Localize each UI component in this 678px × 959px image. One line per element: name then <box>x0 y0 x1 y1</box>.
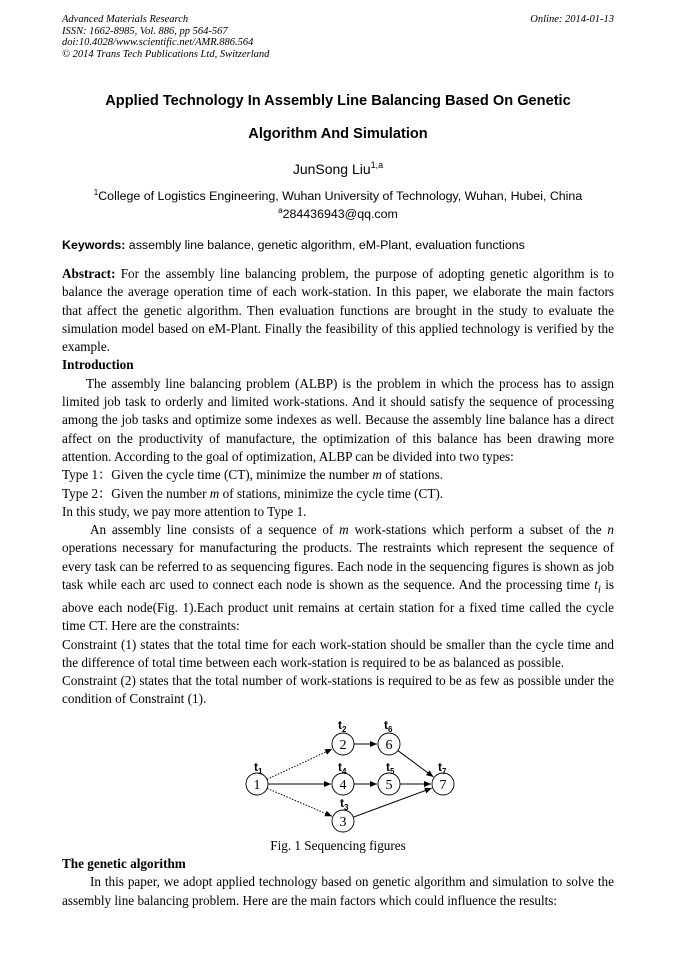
p2-text-b: work-stations which perform a subset of the <box>348 522 608 538</box>
time-label-5: $t_5$ <box>386 760 395 776</box>
time-label-4: $t_4$ <box>338 760 347 776</box>
type-1-text-b: of stations. <box>381 467 444 483</box>
study-line: In this study, we pay more attention to Type 1. <box>62 503 307 519</box>
type-2-var: m <box>209 485 220 501</box>
constraint-1: Constraint (1) states that the total time for each work-station should be smaller than the cycle time and the difference of total time between each work-station is required to be as balanced as possible. <box>62 636 614 670</box>
time-label-3: $t_3$ <box>340 796 349 812</box>
genetic-section <box>62 855 614 910</box>
p2-text-d: is above each node(Fig. 1).Each product unit remains at certain station for a fixed time called the cycle time CT. Here are the constraints: <box>62 577 615 634</box>
email <box>62 206 614 221</box>
p2-text-c: operations necessary for manufacturing the products. The restraints which represent the sequence of every task can be referred to as sequencing figures. Each node in the sequencing figures is shown as job task while each arc used to connect each node is shown as the sequence. And the processing time <box>62 540 614 593</box>
copyright-line: © 2014 Trans Tech Publications Ltd, Switzerland <box>62 48 270 60</box>
online-date: Online: 2014-01-13 <box>530 14 614 25</box>
node-number-6: 6 <box>385 738 393 753</box>
affiliation-sup: 1 <box>93 188 99 197</box>
node-number-3: 3 <box>339 815 347 830</box>
paper-title-line-2: Algorithm And Simulation <box>248 126 428 142</box>
constraint-2: Constraint (2) states that the total number of work-stations is required to be as few as possible under the condition of Constraint (1). <box>62 673 614 707</box>
p2-var-m: m <box>339 522 349 538</box>
time-label-6: $t_6$ <box>384 718 393 734</box>
paper-title-line-1: Applied Technology In Assembly Line Balancing Based On Genetic <box>105 93 571 109</box>
node-number-4: 4 <box>339 778 347 793</box>
edge-1-3 <box>267 788 332 816</box>
intro-paragraph-1: The assembly line balancing problem (ALBP) is the problem in which the process has to assign limited job task to orderly and limited work-stations. And it should satisfy the sequence of processing among the job tasks and optimize some indexes as well. Because the assembly line balance has a direct affect on the productivity of manufacture, the optimization of this balance has been drawing more attention. According to the goal of optimization, ALBP can be divided into two types: <box>62 375 614 464</box>
main-body <box>62 265 614 709</box>
node-number-1: 1 <box>253 778 261 793</box>
doi-line: doi:10.4028/www.scientific.net/AMR.886.564 <box>62 37 254 48</box>
journal-name: Advanced Materials Research <box>62 14 189 25</box>
affiliation <box>62 188 614 203</box>
author <box>62 160 614 177</box>
introduction-heading: Introduction <box>62 357 134 373</box>
node-number-5: 5 <box>385 778 393 793</box>
figure-caption: Fig. 1 Sequencing figures <box>270 838 406 853</box>
journal-header <box>62 14 269 60</box>
genetic-paragraph-1: In this paper, we adopt applied technology based on genetic algorithm and simulation to solve the assembly line balancing problem. Here are the main factors which could influence the results: <box>62 874 614 908</box>
email-sup: a <box>278 206 283 215</box>
type-2-text-a: Type 2：Given the number <box>62 485 210 501</box>
p2-var-t: t <box>594 577 598 593</box>
abstract <box>62 265 614 356</box>
abstract-text: For the assembly line balancing problem, the purpose of adopting genetic algorithm is to balance the average operation time of each work-station. In this paper, we elaborate the main factors that affect the genetic algorithm. Then evaluation functions are brought in the study to evaluate the simulation model based on eM-Plant. Finally the feasibility of this applied technology is verified by the example. <box>62 266 614 355</box>
type-1-line <box>62 466 614 484</box>
type-2-line <box>62 485 614 503</box>
type-1-text-a: Type 1：Given the cycle time (CT), minimize the number <box>62 467 373 483</box>
keywords-text: assembly line balance, genetic algorithm, eM-Plant, evaluation functions <box>125 238 525 252</box>
time-label-1: $t_1$ <box>254 760 263 776</box>
figure-nodes <box>246 718 454 832</box>
keywords <box>62 238 614 252</box>
p2-var-i: i <box>597 583 601 596</box>
edge-6-7 <box>398 751 434 777</box>
abstract-label: Abstract: <box>62 266 116 281</box>
affiliation-text: College of Logistics Engineering, Wuhan University of Technology, Wuhan, Hubei, China <box>98 189 583 203</box>
node-number-2: 2 <box>339 738 347 753</box>
node-number-7: 7 <box>439 778 447 793</box>
p2-var-n: n <box>607 522 614 538</box>
edge-1-2 <box>267 749 332 779</box>
type-2-text-b: of stations, minimize the cycle time (CT). <box>219 485 444 501</box>
email-text: 284436943@qq.com <box>282 207 398 221</box>
time-label-2: $t_2$ <box>338 718 347 734</box>
type-1-var: m <box>372 467 382 483</box>
p2-text-a: An assembly line consists of a sequence of <box>90 522 340 538</box>
keywords-label: Keywords: <box>62 238 126 252</box>
time-label-7: $t_7$ <box>438 760 447 776</box>
author-sup: 1,a <box>370 160 384 170</box>
author-name: JunSong Liu <box>292 161 371 177</box>
intro-paragraph-2 <box>62 521 614 635</box>
issn-line: ISSN: 1662-8985, Vol. 886, pp 564-567 <box>62 25 228 37</box>
genetic-heading: The genetic algorithm <box>62 856 186 871</box>
sequencing-figure <box>236 716 466 834</box>
